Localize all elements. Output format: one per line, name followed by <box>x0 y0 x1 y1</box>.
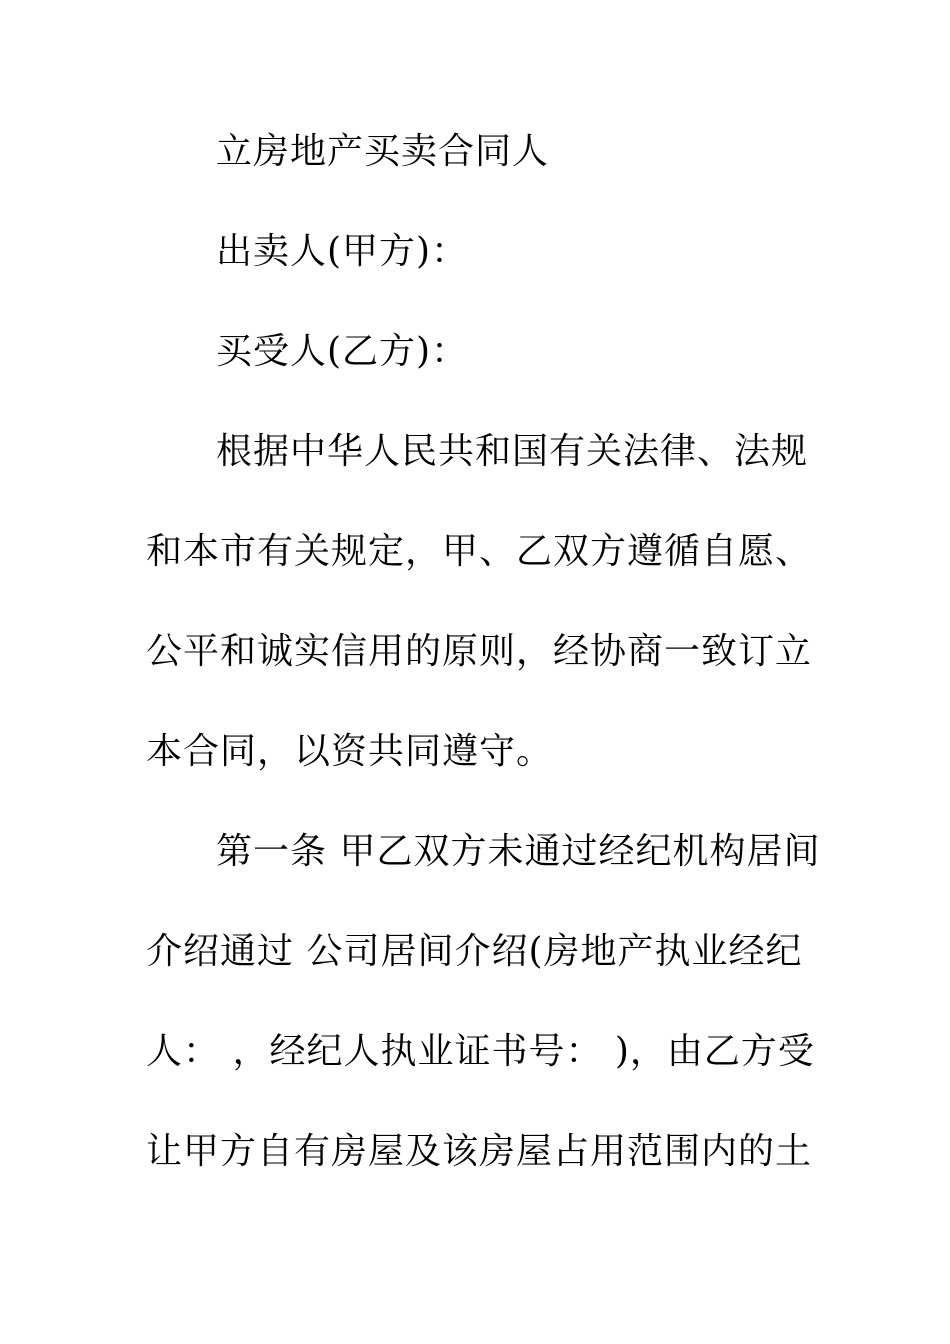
article-one-line: 介绍通过 公司居间介绍(房地产执业经纪 <box>146 931 803 972</box>
article-one-line: 让甲方自有房屋及该房屋占用范围内的土 <box>146 1131 813 1172</box>
paragraph-line: 公平和诚实信用的原则，经协商一致订立 <box>146 631 813 672</box>
article-one-line: 人： ，经纪人执业证书号： )，由乙方受 <box>146 1031 815 1072</box>
paragraph-line: 根据中华人民共和国有关法律、法规 <box>216 431 809 472</box>
seller-line: 出卖人(甲方)： <box>216 231 469 272</box>
buyer-line: 买受人(乙方)： <box>216 331 469 372</box>
paragraph-line: 本合同，以资共同遵守。 <box>146 731 554 772</box>
contract-heading: 立房地产买卖合同人 <box>216 131 550 172</box>
article-one-line: 第一条 甲乙双方未通过经纪机构居间 <box>216 831 821 872</box>
paragraph-line: 和本市有关规定，甲、乙双方遵循自愿、 <box>146 531 813 572</box>
